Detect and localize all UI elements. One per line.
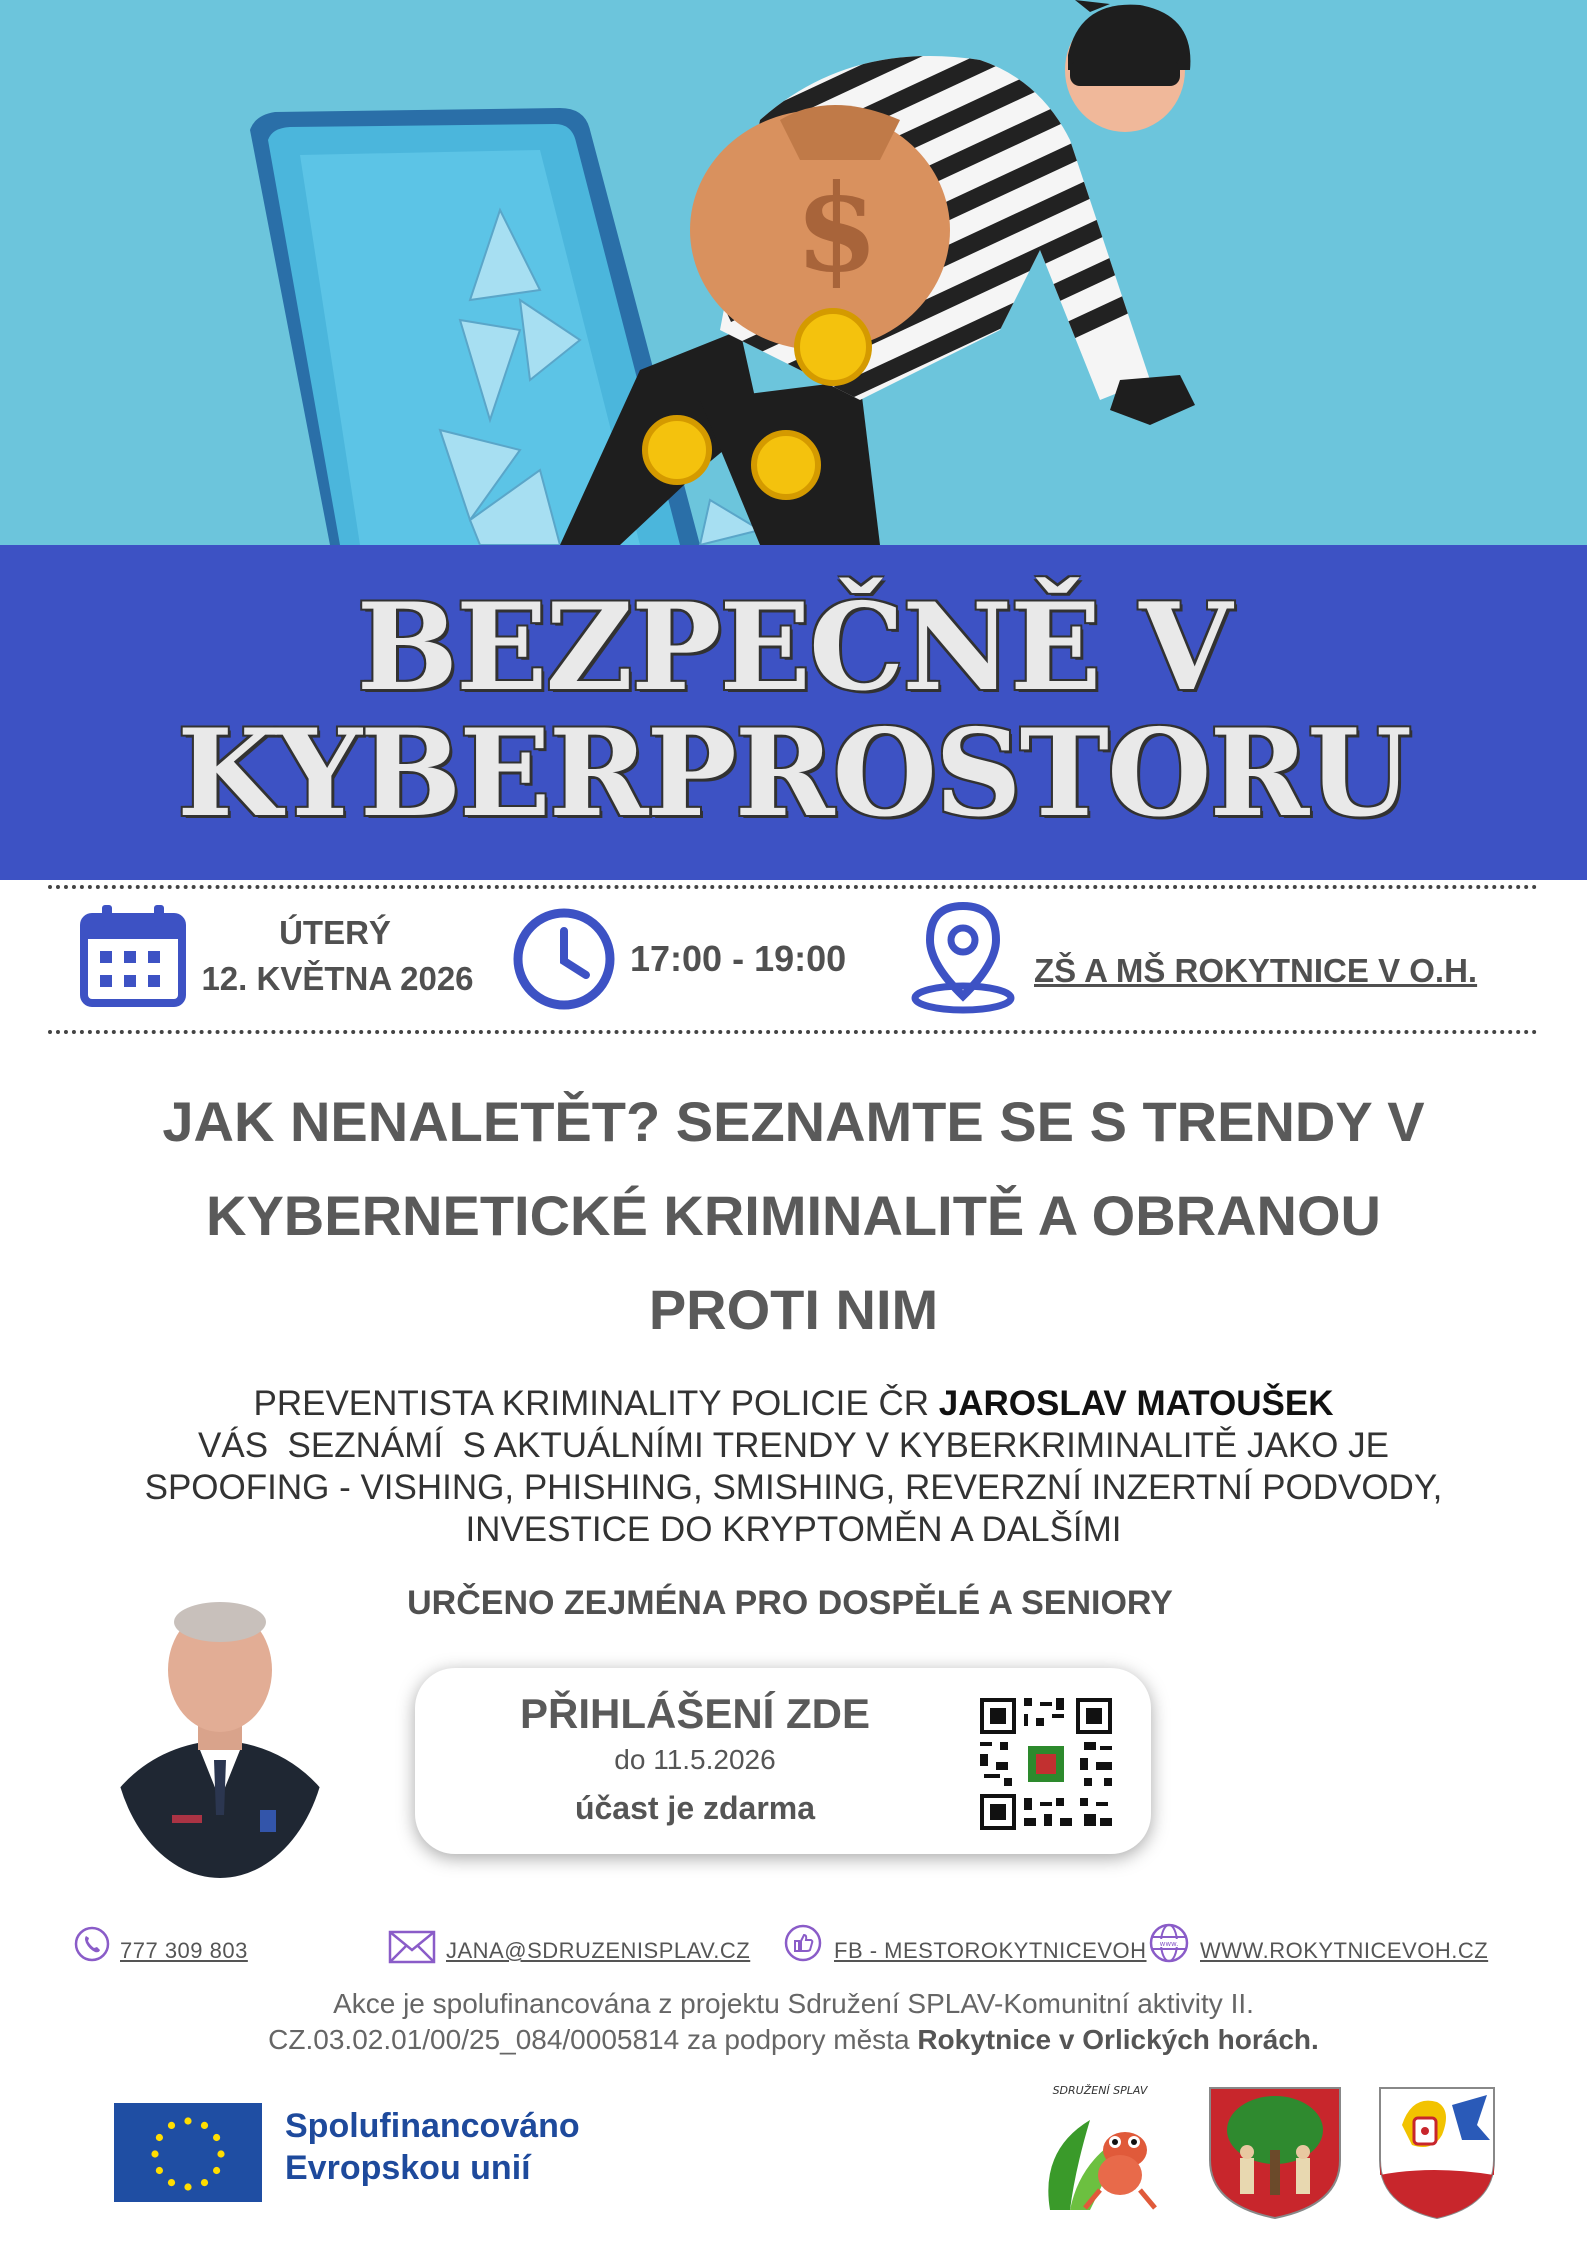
event-date: 12. KVĚTNA 2026 bbox=[201, 960, 474, 997]
page-title bbox=[0, 577, 1587, 844]
region-coat-of-arms bbox=[1372, 2080, 1502, 2220]
dotted-divider-bottom bbox=[48, 1030, 1538, 1034]
qr-code[interactable] bbox=[976, 1694, 1116, 1834]
registration-title: PŘIHLÁŠENÍ ZDE bbox=[519, 1690, 871, 1737]
svg-text:$: $ bbox=[795, 158, 879, 299]
headline-line-2: KYBERNETICKÉ KRIMINALITĚ A OBRANOU bbox=[206, 1184, 1381, 1247]
contact-email-link[interactable]: JANA@SDRUZENISPLAV.CZ bbox=[446, 1938, 751, 1963]
description-line-2: VÁS SEZNÁMÍ S AKTUÁLNÍMI TRENDY V KYBERKRIMINALITĚ JAKO JE bbox=[198, 1426, 1389, 1465]
mail-icon bbox=[388, 1930, 436, 1964]
target-audience: URČENO ZEJMÉNA PRO DOSPĚLÉ A SENIORY bbox=[407, 1584, 1173, 1622]
eu-text-line-1: Spolufinancováno bbox=[285, 2107, 580, 2145]
eu-funding-text bbox=[285, 2105, 580, 2189]
splav-logo-lettering: SDRUŽENÍ SPLAV bbox=[1052, 2084, 1148, 2097]
description-line-3: SPOOFING - VISHING, PHISHING, SMISHING, REVERZNÍ INZERTNÍ PODVODY, bbox=[144, 1468, 1443, 1507]
description bbox=[60, 1383, 1527, 1551]
event-time: 17:00 - 19:00 bbox=[630, 938, 847, 979]
title-line-2: KYBERPROSTORU bbox=[177, 703, 1410, 844]
registration-deadline: do 11.5.2026 bbox=[614, 1744, 776, 1775]
event-place-link[interactable]: ZŠ A MŠ ROKYTNICE V O.H. bbox=[1034, 952, 1478, 989]
funding-note-town: Rokytnice v Orlických horách. bbox=[917, 2024, 1319, 2055]
title-line-1: BEZPEČNĚ V bbox=[356, 577, 1231, 718]
funding-note-line-2 bbox=[0, 2024, 1587, 2056]
dotted-divider-top bbox=[48, 885, 1538, 889]
phone-icon bbox=[74, 1926, 110, 1962]
description-intro: PREVENTISTA KRIMINALITY POLICIE ČR bbox=[253, 1384, 939, 1423]
town-coat-of-arms bbox=[1200, 2080, 1350, 2220]
eu-text-line-2: Evropskou unií bbox=[285, 2149, 531, 2187]
funding-note-project: CZ.03.02.01/00/25_084/0005814 za podpory města bbox=[268, 2024, 918, 2055]
contact-phone-link[interactable]: 777 309 803 bbox=[120, 1938, 248, 1963]
speaker-name: JAROSLAV MATOUŠEK bbox=[938, 1384, 1334, 1423]
clock-icon bbox=[510, 905, 618, 1013]
splav-association-logo bbox=[1030, 2080, 1170, 2215]
registration-free-note: účast je zdarma bbox=[574, 1790, 816, 1826]
hero-illustration bbox=[0, 0, 1587, 545]
contact-web-link[interactable]: WWW.ROKYTNICEVOH.CZ bbox=[1200, 1938, 1489, 1963]
event-day: ÚTERÝ bbox=[279, 914, 391, 951]
calendar-icon bbox=[78, 903, 188, 1007]
globe-icon bbox=[1148, 1922, 1190, 1964]
contact-facebook-link[interactable]: FB - MESTOROKYTNICEVOH bbox=[834, 1938, 1147, 1963]
funding-note-line-1: Akce je spolufinancována z projektu Sdružení SPLAV-Komunitní aktivity II. bbox=[333, 1988, 1254, 2019]
headline bbox=[40, 1075, 1547, 1357]
description-line-4: INVESTICE DO KRYPTOMĚN A DALŠÍMI bbox=[465, 1510, 1122, 1549]
eu-flag-logo bbox=[114, 2103, 262, 2202]
speaker-photo bbox=[110, 1570, 330, 1880]
description-line-1 bbox=[60, 1383, 1527, 1425]
location-pin-icon bbox=[908, 898, 1018, 1014]
like-icon bbox=[784, 1924, 822, 1962]
headline-line-3: PROTI NIM bbox=[648, 1278, 939, 1341]
svg-text:www.: www. bbox=[1159, 1940, 1179, 1948]
headline-line-1: JAK NENALETĚT? SEZNAMTE SE S TRENDY V bbox=[162, 1090, 1425, 1153]
